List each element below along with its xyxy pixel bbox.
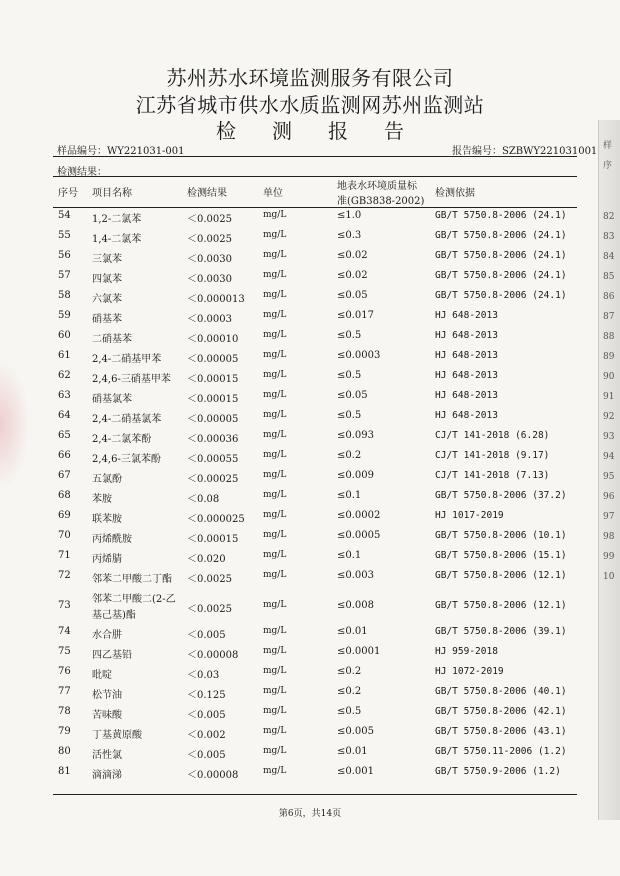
- results-label: 检测结果：: [57, 167, 107, 178]
- edge-fragment: 91: [603, 392, 615, 402]
- item-name: 丙烯腈: [92, 554, 122, 565]
- result-value: ＜0.0003: [187, 314, 232, 325]
- standard-limit: ≤0.1: [337, 490, 362, 501]
- table-row: [53, 470, 577, 490]
- row-number: 63: [58, 390, 71, 401]
- result-value: ＜0.0025: [187, 604, 232, 615]
- edge-fragment: 92: [603, 412, 615, 422]
- unit-value: mg/L: [263, 450, 287, 460]
- table-row: [53, 230, 577, 250]
- item-name: 水合肼: [92, 630, 122, 641]
- unit-value: mg/L: [263, 390, 287, 400]
- row-number: 81: [58, 766, 71, 777]
- item-name: 1,2-二氯苯: [92, 214, 142, 225]
- method-reference: CJ/T 141-2018 (7.13): [435, 470, 550, 481]
- edge-fragment: 88: [603, 332, 615, 342]
- item-name: 滴滴涕: [92, 770, 122, 781]
- unit-value: mg/L: [263, 706, 287, 716]
- standard-limit: ≤0.01: [337, 626, 368, 637]
- method-reference: HJ 1072-2019: [435, 666, 504, 677]
- table-row: [53, 270, 577, 290]
- edge-fragment: 99: [603, 552, 615, 562]
- standard-limit: ≤0.0001: [337, 646, 381, 657]
- standard-limit: ≤0.003: [337, 570, 375, 581]
- item-name: 活性氯: [92, 750, 122, 761]
- table-row: [53, 330, 577, 350]
- table-row: [53, 550, 577, 570]
- result-value: ＜0.005: [187, 630, 226, 641]
- unit-value: mg/L: [263, 410, 287, 420]
- result-value: ＜0.00015: [187, 374, 239, 385]
- standard-limit: ≤0.008: [337, 600, 375, 611]
- item-name: 2,4,6-三氯苯酚: [92, 454, 161, 465]
- method-reference: HJ 959-2018: [435, 646, 498, 657]
- unit-value: mg/L: [263, 510, 287, 520]
- row-number: 71: [58, 550, 71, 561]
- standard-limit: ≤0.2: [337, 686, 362, 697]
- row-number: 61: [58, 350, 71, 361]
- unit-value: mg/L: [263, 430, 287, 440]
- table-row: [53, 390, 577, 410]
- standard-limit: ≤0.093: [337, 430, 375, 441]
- item-name: 吡啶: [92, 670, 112, 681]
- method-reference: GB/T 5750.8-2006 (12.1): [435, 570, 567, 581]
- result-value: ＜0.0025: [187, 574, 232, 585]
- method-reference: GB/T 5750.8-2006 (37.2): [435, 490, 567, 501]
- table-row: [53, 590, 577, 626]
- standard-limit: ≤0.01: [337, 746, 368, 757]
- unit-value: mg/L: [263, 666, 287, 676]
- method-reference: GB/T 5750.8-2006 (15.1): [435, 550, 567, 561]
- method-reference: HJ 648-2013: [435, 390, 498, 401]
- row-number: 75: [58, 646, 71, 657]
- table-row: [53, 706, 577, 726]
- item-name: 苯胺: [92, 494, 112, 505]
- edge-fragment: 90: [603, 372, 615, 382]
- row-number: 66: [58, 450, 71, 461]
- result-value: ＜0.03: [187, 670, 220, 681]
- edge-fragment: 86: [603, 292, 615, 302]
- item-name: 硝基氯苯: [92, 394, 132, 405]
- company-title: 苏州苏水环境监测服务有限公司: [166, 66, 454, 90]
- standard-limit: ≤0.02: [337, 270, 368, 281]
- table-row: [53, 530, 577, 550]
- row-number: 65: [58, 430, 71, 441]
- table-row: [53, 490, 577, 510]
- seal-stamp-fragment: [0, 360, 30, 490]
- table-row: [53, 726, 577, 746]
- row-number: 76: [58, 666, 71, 677]
- col-header-unit: 单位: [263, 188, 283, 199]
- item-name: 联苯胺: [92, 514, 122, 525]
- item-name: 三氯苯: [92, 254, 122, 265]
- unit-value: mg/L: [263, 530, 287, 540]
- edge-fragment: 93: [603, 432, 615, 442]
- method-reference: GB/T 5750.8-2006 (24.1): [435, 250, 567, 261]
- row-number: 78: [58, 706, 71, 717]
- row-number: 68: [58, 490, 71, 501]
- edge-fragment: 82: [603, 212, 615, 222]
- table-row: [53, 666, 577, 686]
- unit-value: mg/L: [263, 350, 287, 360]
- method-reference: CJ/T 141-2018 (9.17): [435, 450, 550, 461]
- unit-value: mg/L: [263, 250, 287, 260]
- row-number: 79: [58, 726, 71, 737]
- standard-limit: ≤0.1: [337, 550, 362, 561]
- unit-value: mg/L: [263, 230, 287, 240]
- item-name: 松节油: [92, 690, 122, 701]
- method-reference: GB/T 5750.8-2006 (24.1): [435, 270, 567, 281]
- result-value: ＜0.0025: [187, 214, 232, 225]
- divider: [53, 156, 577, 157]
- divider: [53, 176, 577, 177]
- edge-fragment: 序: [603, 161, 613, 171]
- method-reference: GB/T 5750.8-2006 (24.1): [435, 230, 567, 241]
- row-number: 56: [58, 250, 71, 261]
- method-reference: GB/T 5750.8-2006 (12.1): [435, 600, 567, 611]
- standard-limit: ≤0.05: [337, 290, 368, 301]
- result-value: ＜0.020: [187, 554, 226, 565]
- row-number: 64: [58, 410, 71, 421]
- row-number: 59: [58, 310, 71, 321]
- method-reference: CJ/T 141-2018 (6.28): [435, 430, 550, 441]
- method-reference: HJ 1017-2019: [435, 510, 504, 521]
- table-row: [53, 570, 577, 590]
- row-number: 70: [58, 530, 71, 541]
- result-value: ＜0.005: [187, 750, 226, 761]
- item-name: 2,4-二氯苯酚: [92, 434, 152, 445]
- unit-value: mg/L: [263, 746, 287, 756]
- method-reference: HJ 648-2013: [435, 410, 498, 421]
- standard-limit: ≤0.2: [337, 666, 362, 677]
- table-row: [53, 626, 577, 646]
- item-name: 二硝基苯: [92, 334, 132, 345]
- row-number: 80: [58, 746, 71, 757]
- result-value: ＜0.00005: [187, 354, 239, 365]
- standard-limit: ≤0.3: [337, 230, 362, 241]
- method-reference: GB/T 5750.8-2006 (39.1): [435, 626, 567, 637]
- result-value: ＜0.00025: [187, 474, 239, 485]
- method-reference: GB/T 5750.9-2006 (1.2): [435, 766, 561, 777]
- col-header-no: 序号: [58, 188, 78, 199]
- method-reference: GB/T 5750.11-2006 (1.2): [435, 746, 567, 757]
- result-value: ＜0.125: [187, 690, 226, 701]
- standard-limit: ≤0.001: [337, 766, 375, 777]
- unit-value: mg/L: [263, 270, 287, 280]
- unit-value: mg/L: [263, 626, 287, 636]
- table-row: [53, 350, 577, 370]
- table-row: [53, 430, 577, 450]
- edge-fragment: 84: [603, 252, 615, 262]
- table-row: [53, 686, 577, 706]
- unit-value: mg/L: [263, 370, 287, 380]
- table-row: [53, 746, 577, 766]
- table-row: [53, 310, 577, 330]
- standard-limit: ≤0.5: [337, 410, 362, 421]
- standard-limit: ≤0.5: [337, 370, 362, 381]
- table-row: [53, 410, 577, 430]
- method-reference: HJ 648-2013: [435, 310, 498, 321]
- table-row: [53, 370, 577, 390]
- col-header-standard-2: 准(GB3838-2002): [337, 196, 425, 207]
- result-value: ＜0.000025: [187, 514, 245, 525]
- standard-limit: ≤0.2: [337, 450, 362, 461]
- item-name: 丁基黄原酸: [92, 730, 142, 741]
- unit-value: mg/L: [263, 470, 287, 480]
- result-value: ＜0.00036: [187, 434, 239, 445]
- method-reference: GB/T 5750.8-2006 (24.1): [435, 290, 567, 301]
- item-name: 四乙基铅: [92, 650, 132, 661]
- report-number: 报告编号：SZBWY221031001: [452, 146, 598, 157]
- table-row: [53, 250, 577, 270]
- col-header-method: 检测依据: [435, 188, 475, 199]
- report-title: 检测报告: [216, 119, 440, 143]
- page-footer: 第6页，共14页: [278, 809, 342, 819]
- row-number: 60: [58, 330, 71, 341]
- edge-fragment: 98: [603, 532, 615, 542]
- edge-fragment: 样: [603, 141, 613, 151]
- unit-value: mg/L: [263, 490, 287, 500]
- result-value: ＜0.00005: [187, 414, 239, 425]
- result-value: ＜0.00010: [187, 334, 239, 345]
- edge-fragment: 85: [603, 272, 615, 282]
- item-name-line1: 邻苯二甲酸二(2-乙: [92, 594, 176, 605]
- unit-value: mg/L: [263, 600, 287, 610]
- table-row: [53, 646, 577, 666]
- result-value: ＜0.00008: [187, 650, 239, 661]
- unit-value: mg/L: [263, 570, 287, 580]
- row-number: 54: [58, 210, 71, 221]
- adjacent-page-edge: [598, 120, 620, 820]
- unit-value: mg/L: [263, 646, 287, 656]
- standard-limit: ≤0.05: [337, 390, 368, 401]
- item-name: 邻苯二甲酸二丁酯: [92, 574, 172, 585]
- row-number: 73: [58, 600, 71, 611]
- item-name-line2: 基己基)酯: [92, 610, 136, 621]
- divider: [53, 794, 577, 795]
- result-value: ＜0.08: [187, 494, 220, 505]
- standard-limit: ≤0.5: [337, 706, 362, 717]
- item-name: 苦味酸: [92, 710, 122, 721]
- unit-value: mg/L: [263, 330, 287, 340]
- edge-fragment: 94: [603, 452, 615, 462]
- col-header-name: 项目名称: [92, 188, 132, 199]
- item-name: 四氯苯: [92, 274, 122, 285]
- edge-fragment: 89: [603, 352, 615, 362]
- item-name: 2,4-二硝基甲苯: [92, 354, 162, 365]
- method-reference: HJ 648-2013: [435, 350, 498, 361]
- row-number: 57: [58, 270, 71, 281]
- edge-fragment: 10: [603, 572, 615, 582]
- standard-limit: ≤0.017: [337, 310, 375, 321]
- row-number: 67: [58, 470, 71, 481]
- standard-limit: ≤1.0: [337, 210, 362, 221]
- row-number: 77: [58, 686, 71, 697]
- standard-limit: ≤0.0002: [337, 510, 381, 521]
- item-name: 硝基苯: [92, 314, 122, 325]
- method-reference: GB/T 5750.8-2006 (43.1): [435, 726, 567, 737]
- unit-value: mg/L: [263, 726, 287, 736]
- row-number: 69: [58, 510, 71, 521]
- row-number: 72: [58, 570, 71, 581]
- row-number: 55: [58, 230, 71, 241]
- row-number: 62: [58, 370, 71, 381]
- method-reference: GB/T 5750.8-2006 (10.1): [435, 530, 567, 541]
- row-number: 58: [58, 290, 71, 301]
- result-value: ＜0.005: [187, 710, 226, 721]
- station-title: 江苏省城市供水水质监测网苏州监测站: [135, 93, 485, 117]
- method-reference: HJ 648-2013: [435, 370, 498, 381]
- table-row: [53, 766, 577, 786]
- unit-value: mg/L: [263, 210, 287, 220]
- result-value: ＜0.00055: [187, 454, 239, 465]
- result-value: ＜0.0030: [187, 274, 232, 285]
- standard-limit: ≤0.005: [337, 726, 375, 737]
- table-row: [53, 210, 577, 230]
- standard-limit: ≤0.5: [337, 330, 362, 341]
- edge-fragment: 83: [603, 232, 615, 242]
- divider: [53, 207, 577, 208]
- result-value: ＜0.00015: [187, 534, 239, 545]
- method-reference: HJ 648-2013: [435, 330, 498, 341]
- result-value: ＜0.000013: [187, 294, 245, 305]
- unit-value: mg/L: [263, 310, 287, 320]
- unit-value: mg/L: [263, 550, 287, 560]
- standard-limit: ≤0.0003: [337, 350, 381, 361]
- table-row: [53, 290, 577, 310]
- result-value: ＜0.00015: [187, 394, 239, 405]
- table-row: [53, 450, 577, 470]
- result-value: ＜0.00008: [187, 770, 239, 781]
- item-name: 2,4-二硝基氯苯: [92, 414, 162, 425]
- unit-value: mg/L: [263, 686, 287, 696]
- method-reference: GB/T 5750.8-2006 (24.1): [435, 210, 567, 221]
- item-name: 丙烯酰胺: [92, 534, 132, 545]
- row-number: 74: [58, 626, 71, 637]
- standard-limit: ≤0.009: [337, 470, 375, 481]
- result-value: ＜0.002: [187, 730, 226, 741]
- edge-fragment: 87: [603, 312, 615, 322]
- unit-value: mg/L: [263, 766, 287, 776]
- method-reference: GB/T 5750.8-2006 (42.1): [435, 706, 567, 717]
- edge-fragment: 97: [603, 512, 615, 522]
- unit-value: mg/L: [263, 290, 287, 300]
- edge-fragment: 96: [603, 492, 615, 502]
- method-reference: GB/T 5750.8-2006 (40.1): [435, 686, 567, 697]
- standard-limit: ≤0.0005: [337, 530, 381, 541]
- item-name: 六氯苯: [92, 294, 122, 305]
- item-name: 五氯酚: [92, 474, 122, 485]
- sample-number: 样品编号：WY221031-001: [57, 146, 185, 157]
- table-row: [53, 510, 577, 530]
- result-value: ＜0.0030: [187, 254, 232, 265]
- item-name: 2,4,6-三硝基甲苯: [92, 374, 171, 385]
- result-value: ＜0.0025: [187, 234, 232, 245]
- col-header-standard-1: 地表水环境质量标: [337, 181, 417, 192]
- edge-fragment: 95: [603, 472, 615, 482]
- col-header-result: 检测结果: [187, 188, 227, 199]
- standard-limit: ≤0.02: [337, 250, 368, 261]
- item-name: 1,4-二氯苯: [92, 234, 142, 245]
